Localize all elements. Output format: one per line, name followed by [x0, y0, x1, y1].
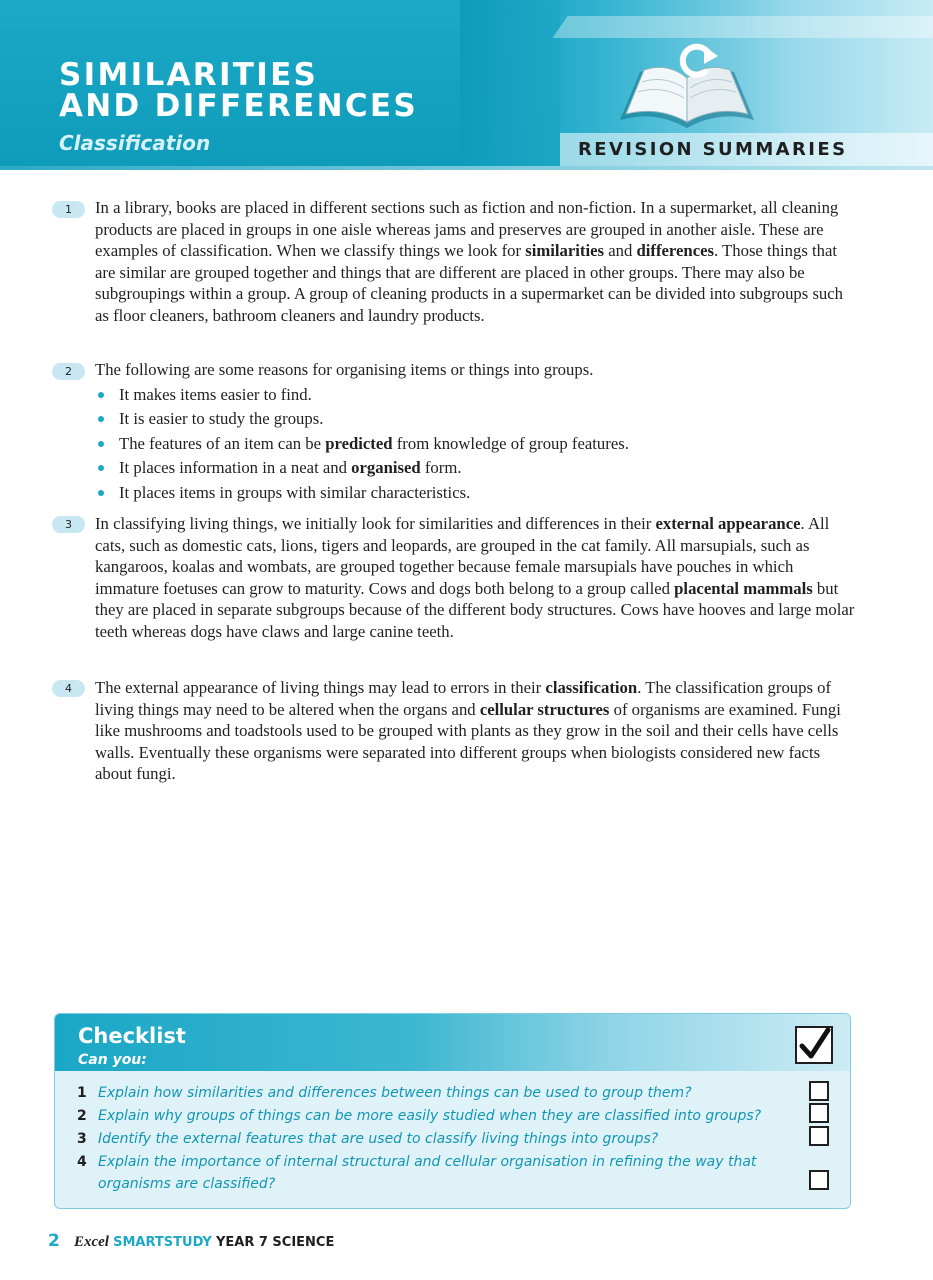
list-item: It places information in a neat and organised form.: [95, 456, 855, 481]
checklist-checkbox-3[interactable]: [809, 1126, 829, 1146]
bullet-icon: [98, 441, 104, 447]
checklist-title: Checklist: [78, 1024, 186, 1048]
page-subtitle: Classification: [59, 131, 211, 155]
brand-smartstudy: SMARTSTUDY: [113, 1235, 212, 1250]
checklist-item-3: 3 Identify the external features that are used to classify living things into groups?: [77, 1131, 659, 1147]
paragraph-number-3: 3: [52, 516, 85, 533]
open-book-refresh-icon: [612, 42, 762, 132]
paragraph-number-2: 2: [52, 363, 85, 380]
bullet-icon: [98, 465, 104, 471]
paragraph-1: In a library, books are placed in different sections such as fiction and non-fiction. In a supermarket, all cleaning products are placed in groups in one aisle whereas jams and preserves are grouped in another aisle. These are examples of classification. When we classify things we look for similarities and differences. Those things that are similar are grouped together and things that are different are placed in other groups. There may also be subgroupings within a group. A group of cleaning products in a supermarket can be divided into subgroups such as floor cleaners, bathroom cleaners and laundry products.: [95, 198, 844, 325]
reasons-list: [95, 383, 855, 506]
bullet-icon: [98, 490, 104, 496]
checklist-panel: [54, 1013, 851, 1209]
paragraph-number-4: 4: [52, 680, 85, 697]
paragraph-3: In classifying living things, we initially look for similarities and differences in their external appearance. All cats, such as domestic cats, lions, tigers and leopards, are grouped in the cat family. All marsupials, such as kangaroos, koalas and wombats, are grouped together because female marsupials have pouches in which immature foetuses can grow to maturity. Cows and dogs both belong to a group called placental mammals but they are placed in separate subgroups because of the different body structures. Cows have hooves and large molar teeth whereas dogs have claws and large canine teeth.: [95, 514, 855, 641]
list-item: It makes items easier to find.: [95, 383, 855, 408]
header-divider: [0, 166, 933, 170]
list-item: It places items in groups with similar characteristics.: [95, 481, 855, 506]
page-footer: [48, 1231, 334, 1251]
paragraph-number-1: 1: [52, 201, 85, 218]
paragraph-2-intro: The following are some reasons for organising items or things into groups.: [95, 360, 594, 379]
header-stripe: [552, 16, 933, 38]
checklist-checkbox-4[interactable]: [809, 1170, 829, 1190]
title-line-2: AND DIFFERENCES: [59, 88, 419, 124]
list-item: It is easier to study the groups.: [95, 407, 855, 432]
bullet-icon: [98, 416, 104, 422]
page-header: [0, 0, 933, 166]
checklist-checkbox-2[interactable]: [809, 1103, 829, 1123]
title-line-1: SIMILARITIES: [59, 57, 319, 93]
list-item: The features of an item can be predicted from knowledge of group features.: [95, 432, 855, 457]
section-label: REVISION SUMMARIES: [578, 139, 848, 160]
checklist-item-4: 4 Explain the importance of internal structural and cellular organisation in refining the way that organisms are classified?: [77, 1154, 757, 1192]
paragraph-2: [95, 359, 855, 505]
brand-year-subject: YEAR 7 SCIENCE: [215, 1235, 335, 1250]
paragraph-4: The external appearance of living things may lead to errors in their classification. The classification groups of living things may need to be altered when the organs and cellular structures of organisms are examined. Fungi like mushrooms and toadstools used to be grouped with plants as they grow in the soil and their cells have cells walls. Eventually these organisms were separated into different groups when biologists considered new facts about fungi.: [95, 678, 841, 783]
brand-excel: Excel: [73, 1234, 109, 1250]
page-number: 2: [48, 1231, 60, 1251]
checklist-item-1: 1 Explain how similarities and differences between things can be used to group them?: [77, 1085, 692, 1101]
checklist-checkbox-1[interactable]: [809, 1081, 829, 1101]
tick-box-icon: [795, 1026, 833, 1064]
checklist-item-2: 2 Explain why groups of things can be more easily studied when they are classified into groups?: [77, 1108, 762, 1124]
checklist-subtitle: Can you:: [78, 1052, 147, 1068]
page-title: [59, 57, 419, 124]
bullet-icon: [98, 392, 104, 398]
